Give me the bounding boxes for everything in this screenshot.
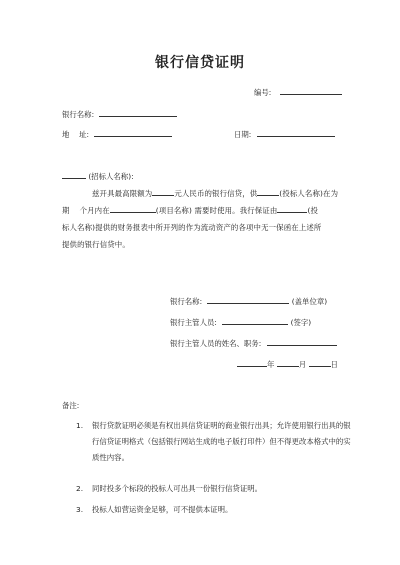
signature-note: (签字) [290, 318, 312, 327]
sig-year-field[interactable] [237, 358, 267, 367]
tenderer-name-field[interactable] [62, 170, 86, 179]
bank-name-field[interactable] [99, 108, 177, 117]
body-paragraph [62, 185, 352, 253]
sig-officer-field[interactable] [222, 316, 288, 325]
sig-bank-name-row [170, 295, 327, 307]
project-name-field[interactable] [110, 204, 156, 213]
page-title: 银行信贷证明 [155, 55, 245, 71]
sig-officer-info-field[interactable] [267, 337, 337, 346]
sig-bank-name-label: 银行名称: [170, 297, 203, 306]
date-label: 日期: [234, 130, 252, 139]
note-item: 2. 同时投多个标段的投标人可出具一份银行信贷证明。 [76, 484, 262, 493]
sig-officer-info-row [170, 337, 337, 349]
note-item: 3. 投标人如营运资金足够，可不提供本证明。 [76, 505, 233, 514]
serial-number-field[interactable] [280, 86, 342, 95]
sig-officer-info-label: 银行主管人员的姓名、职务: [170, 339, 262, 348]
body-line-3: 标人名称)提供的财务报表中所开列的作为流动资产的各项中无一保函在上述所 [62, 223, 322, 232]
bidder-name-field[interactable] [257, 187, 279, 196]
sig-date-row: 年 月 日 [237, 358, 338, 370]
notes-heading: 备注: [62, 401, 80, 410]
credit-amount-field[interactable] [152, 187, 174, 196]
address-label: 地 址: [62, 130, 90, 139]
salutation-text: (招标人名称): [88, 172, 134, 181]
date-row [234, 128, 335, 140]
body-line-1: 兹开具最高限额为 元人民币的银行信贷，供 (投标人名称)在为 [92, 189, 339, 198]
serial-number-row [254, 86, 342, 98]
sig-officer-label: 银行主管人员: [170, 318, 217, 327]
sig-month-field[interactable] [277, 358, 299, 367]
body-line-4: 提供的银行信贷中。 [62, 240, 130, 249]
bank-name-label: 银行名称: [62, 110, 95, 119]
sig-officer-row [170, 316, 311, 328]
sig-day-field[interactable] [309, 358, 331, 367]
sig-bank-name-field[interactable] [207, 295, 289, 304]
bank-seal-note: (盖单位章) [291, 297, 328, 306]
address-field[interactable] [94, 128, 172, 137]
note-item: 1. 银行贷款证明必须是有权出具信贷证明的商业银行出具；允许使用银行出具的银行信贷证明格式（包括银行网站生成的电子版打印件）但不得更改本格式中的实质性内容。 [76, 421, 351, 462]
bidder-name-field-2[interactable] [277, 204, 307, 213]
address-row [62, 128, 172, 140]
body-line-2: 期 个月内在 (项目名称) 需要时使用。我行保证由 (投 [62, 206, 319, 215]
salutation-row [62, 170, 134, 182]
bank-name-row [62, 108, 177, 120]
date-field[interactable] [257, 128, 335, 137]
serial-number-label: 编号: [254, 88, 272, 97]
